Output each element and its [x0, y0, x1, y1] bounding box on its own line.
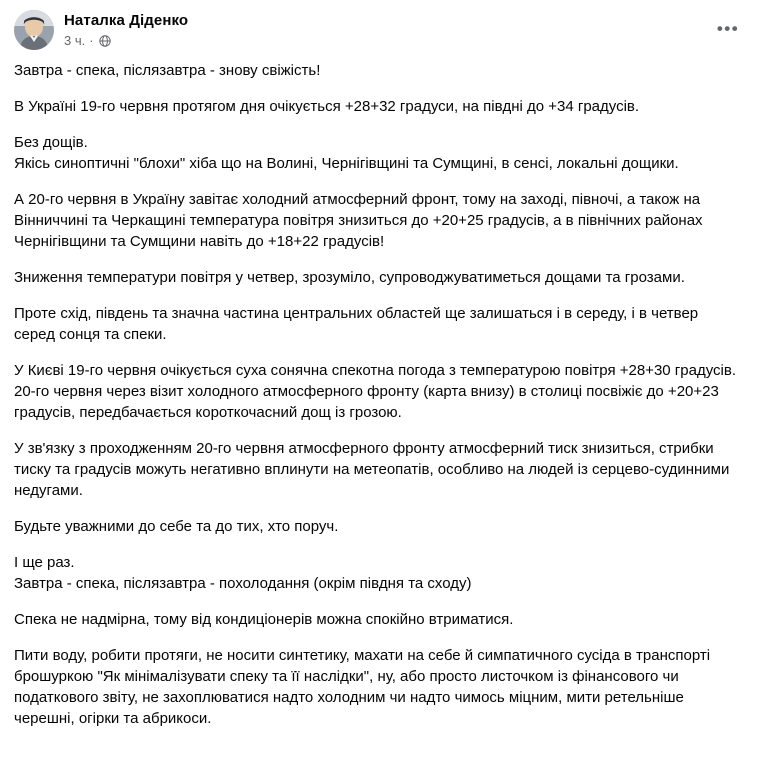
meta-separator: ·	[89, 33, 94, 48]
post-author-name[interactable]: Наталка Діденко	[64, 12, 189, 29]
post-text-body	[0, 54, 757, 739]
post-author-block	[64, 10, 188, 49]
post-more-options-button[interactable]: •••	[716, 19, 740, 38]
post-timestamp[interactable]: 3 ч.	[64, 33, 86, 48]
post-paragraph: А 20-го червня в Україну завітає холодний атмосферний фронт, тому на заході, півночі, а також на Вінниччині та Черкащині температура повітря знизиться до +20+25 градусів, а в північних районах Чернігівщини та Сумщини навіть до +18+22 градусів!	[14, 191, 707, 250]
post-paragraph: Спека не надмірна, тому від кондиціонерів можна спокійно втриматися.	[14, 611, 514, 628]
post-paragraph: Без дощів.	[14, 134, 88, 151]
post-paragraph: Пити воду, робити протяги, не носити синтетику, махати на себе й симпатичного сусіда в транспорті брошуркою "Як мінімалізувати спеку та її наслідки", ну, або просто листочком із фінансового чи податкового звіту, не захоплюватися надто холодним чи надто чимось міцним, мити ретельніше черешні, огірки та абрикоси.	[14, 647, 715, 727]
post-paragraph: В Україні 19-го червня протягом дня очікується +28+32 градуси, на півдні до +34 градусів.	[14, 98, 640, 115]
post-paragraph: У зв'язку з проходженням 20-го червня атмосферного фронту атмосферний тиск знизиться, стрибки тиску та градусів можуть негативно вплинути на метеопатів, особливо на людей із серцево-судинними недугами.	[14, 440, 734, 499]
post-meta	[64, 32, 188, 49]
post-paragraph: І ще раз.	[14, 554, 75, 571]
post-paragraph: Завтра - спека, післязавтра - похолодання (окрім півдня та сходу)	[14, 575, 472, 592]
avatar[interactable]	[14, 10, 54, 50]
post-paragraph: Завтра - спека, післязавтра - знову свіжість!	[14, 62, 321, 79]
post-paragraph: 20-го червня через візит холодного атмосферного фронту (карта внизу) в столиці посвіжіє до +20+23 градусів, передбачається короткочасний дощ із грозою.	[14, 383, 723, 421]
post-paragraph: Будьте уважними до себе та до тих, хто поруч.	[14, 518, 339, 535]
post-header	[0, 0, 757, 54]
post-paragraph: Зниження температури повітря у четвер, зрозуміло, супроводжуватиметься дощами та грозами.	[14, 269, 685, 286]
post-paragraph: Проте схід, південь та значна частина центральних областей ще залишаться і в середу, і в четвер серед сонця та спеки.	[14, 305, 703, 343]
post-paragraph: Якісь синоптичні "блохи" хіба що на Волині, Чернігівщині та Сумщині, в сенсі, локальні дощики.	[14, 155, 679, 172]
post-paragraph: У Києві 19-го червня очікується суха сонячна спекотна погода з температурою повітря +28+30 градусів.	[14, 362, 737, 379]
globe-icon[interactable]	[99, 35, 111, 47]
